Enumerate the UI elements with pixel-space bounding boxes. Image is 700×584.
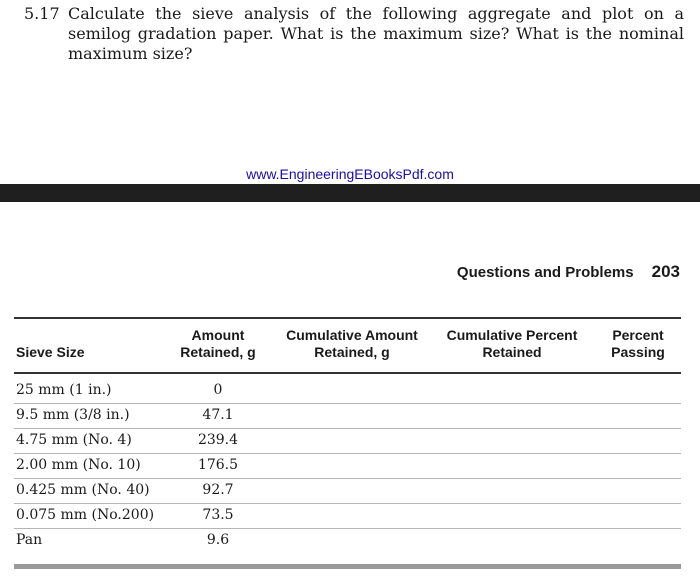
amount-retained-cell: 73.5: [202, 507, 234, 523]
amount-retained-cell: 239.4: [197, 432, 239, 448]
running-head-title: Questions and Problems: [456, 264, 634, 281]
sieve-size-cell: 4.75 mm (No. 4): [16, 432, 132, 448]
header-sieve-size: [16, 344, 85, 361]
table-header-rule: [14, 372, 681, 374]
sieve-size-cell: Pan: [16, 532, 43, 548]
sieve-size-cell: 0.425 mm (No. 40): [16, 482, 150, 498]
sieve-size-cell: 0.075 mm (No.200): [16, 507, 155, 523]
header-percent-passing-line2: Passing: [611, 344, 665, 360]
table-row: [14, 504, 681, 529]
header-percent-passing-line1: Percent: [612, 327, 664, 343]
header-cumulative-percent-line1: Cumulative Percent: [446, 327, 578, 343]
header-amount-retained-line2: Retained, g: [180, 344, 256, 360]
table-top-rule: [14, 317, 681, 319]
page-number: 203: [651, 262, 680, 281]
table-row: [14, 529, 681, 553]
table-row: [14, 454, 681, 479]
table-row: [14, 379, 681, 404]
page-separator-band: [0, 184, 700, 202]
header-cumulative-percent: [434, 327, 590, 361]
problem-text: Calculate the sieve analysis of the following aggregate and plot on a semilog gradation paper. What is the maximum size? What is the nominal maximum size?: [68, 4, 684, 63]
table-row: [14, 479, 681, 504]
problem-statement: [24, 4, 684, 64]
header-sieve-size-label: Sieve Size: [16, 344, 85, 360]
amount-retained-cell: 9.6: [206, 532, 230, 548]
amount-retained-cell: 0: [213, 382, 223, 398]
running-head: [457, 262, 680, 282]
sieve-size-cell: 2.00 mm (No. 10): [16, 457, 141, 473]
sieve-size-cell: 9.5 mm (3/8 in.): [16, 407, 130, 423]
header-cumulative-amount: [274, 327, 430, 361]
table-body: [14, 379, 681, 553]
header-amount-retained: [168, 327, 268, 361]
watermark-link[interactable]: www.EngineeringEBooksPdf.com: [246, 166, 454, 182]
table-row: [14, 404, 681, 429]
header-cumulative-amount-line1: Cumulative Amount: [286, 327, 418, 343]
header-cumulative-percent-line2: Retained: [482, 344, 542, 360]
header-amount-retained-line1: Amount: [191, 327, 245, 343]
header-percent-passing: [598, 327, 678, 361]
table-bottom-rule: [14, 564, 681, 569]
header-cumulative-amount-line2: Retained, g: [314, 344, 390, 360]
problem-number: 5.17: [24, 4, 60, 23]
amount-retained-cell: 92.7: [202, 482, 234, 498]
table-row: [14, 429, 681, 454]
amount-retained-cell: 176.5: [197, 457, 239, 473]
amount-retained-cell: 47.1: [202, 407, 234, 423]
sieve-size-cell: 25 mm (1 in.): [16, 382, 112, 398]
